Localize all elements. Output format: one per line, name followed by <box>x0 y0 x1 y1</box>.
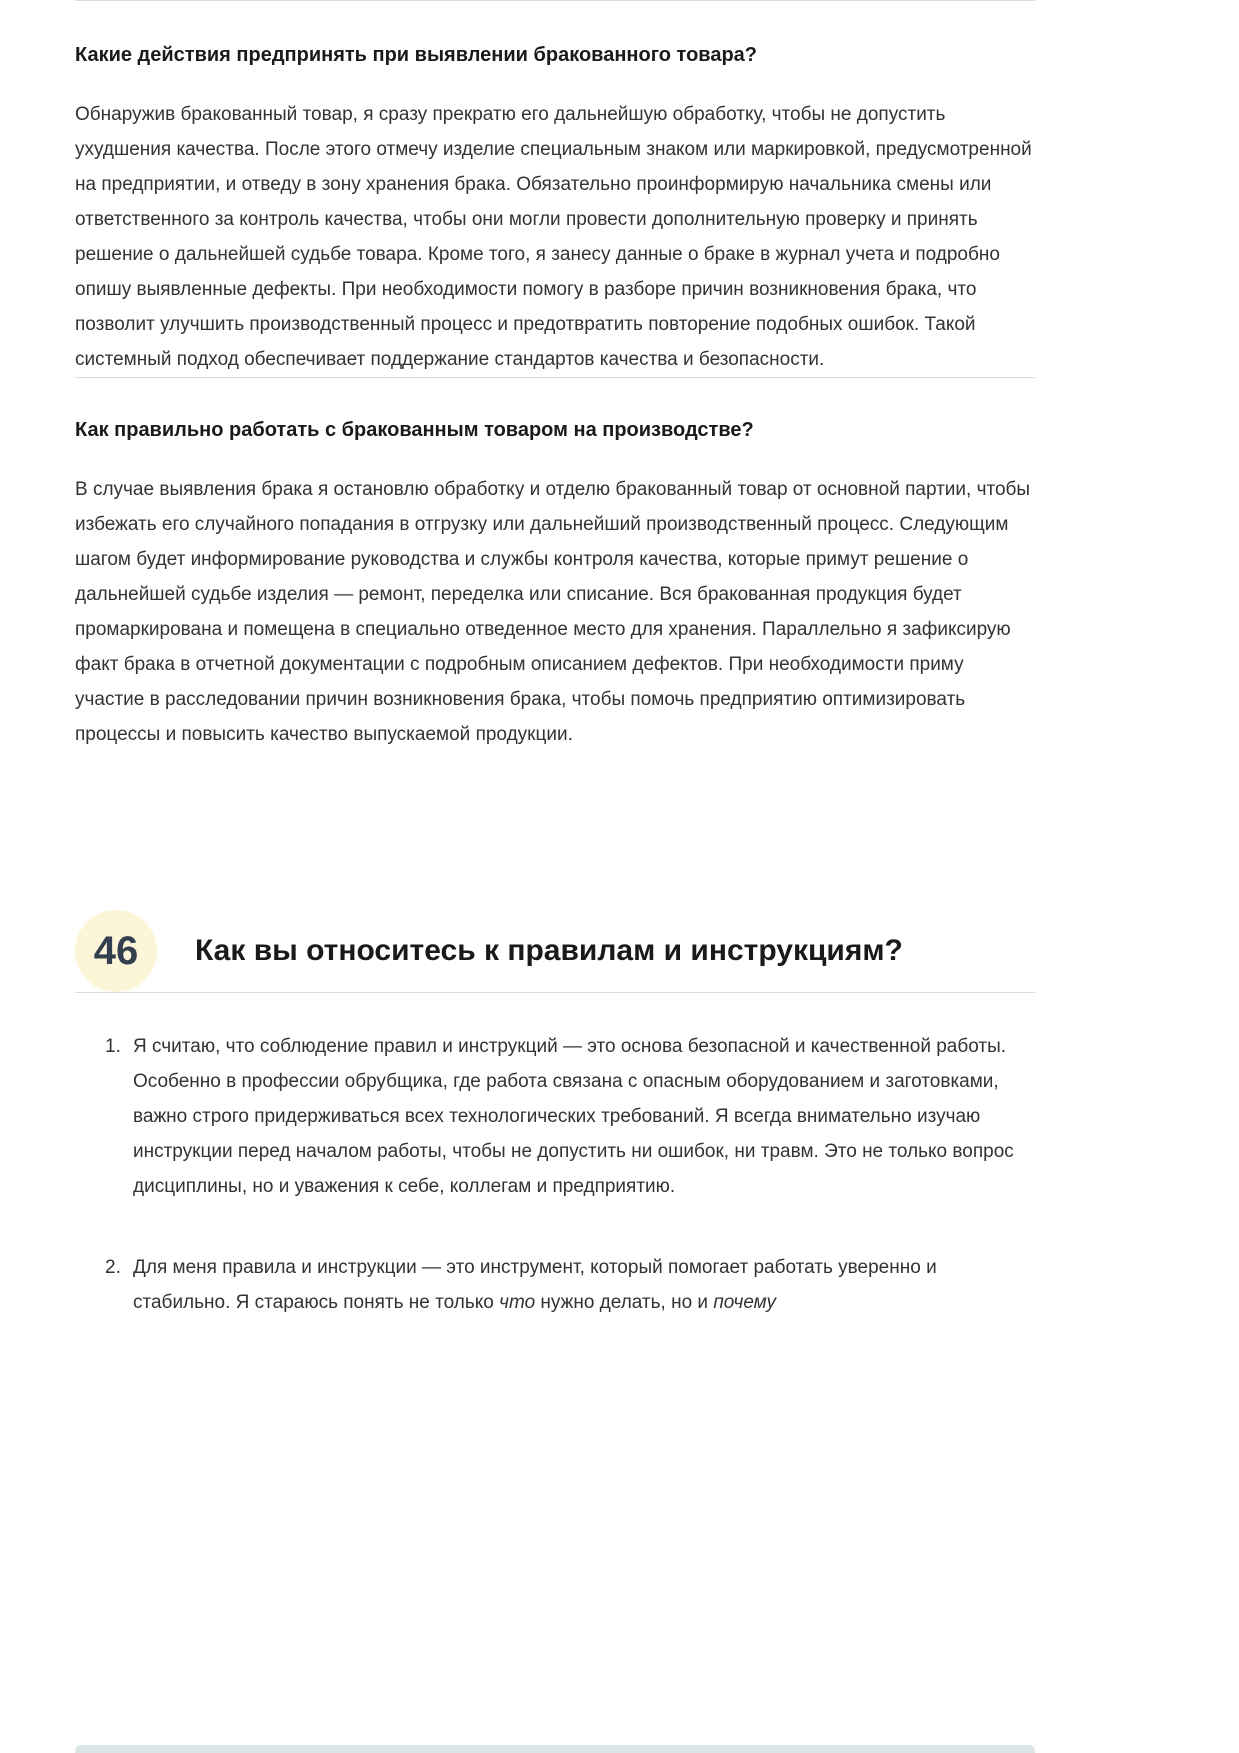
partial-callout-top <box>75 1745 1035 1753</box>
list-item-2-part2: нужно делать, но и <box>535 1292 714 1313</box>
question-heading-1: Какие действия предпринять при выявлении бракованного товара? <box>75 44 758 66</box>
question-number-badge: 46 <box>75 910 157 992</box>
question-46-title: Как вы относитесь к правилам и инструкциям? <box>195 934 903 967</box>
question-46-header <box>75 910 1035 992</box>
qa-section-2 <box>75 416 1035 752</box>
list-marker-1: 1. <box>105 1036 121 1057</box>
document-page <box>75 0 1035 1320</box>
answer-paragraph-1: Обнаружив бракованный товар, я сразу прекратю его дальнейшую обработку, чтобы не допустить ухудшения качества. После этого отмечу изделие специальным знаком или маркировкой, предусмотренной на предприятии, и отведу в зону хранения брака. Обязательно проинформирую начальника смены или ответственного за контроль качества, чтобы они могли провести дополнительную проверку и принять решение о дальнейшей судьбе товара. Кроме того, я занесу данные о браке в журнал учета и подробно опишу выявленные дефекты. При необходимости помогу в разборе причин возникновения брака, что позволит улучшить производственный процесс и предотвратить повторение подобных ошибок. Такой системный подход обеспечивает поддержание стандартов качества и безопасности. <box>75 104 1032 370</box>
answers-list <box>105 1029 1035 1320</box>
mid-divider <box>75 377 1035 378</box>
answer-paragraph-2: В случае выявления брака я остановлю обработку и отделю бракованный товар от основной партии, чтобы избежать его случайного попадания в отгрузку или дальнейший производственный процесс. Следующим шагом будет информирование руководства и службы контроля качества, которые примут решение о дальнейшей судьбе изделия — ремонт, переделка или списание. Вся бракованная продукция будет промаркирована и помещена в специально отведенное место для хранения. Параллельно я зафиксирую факт брака в отчетной документации с подробным описанием дефектов. При необходимости приму участие в расследовании причин возникновения брака, чтобы помочь предприятию оптимизировать процессы и повысить качество выпускаемой продукции. <box>75 479 1031 745</box>
top-divider <box>75 0 1035 1</box>
list-item-2-part1: Для меня правила и инструкции — это инструмент, который помогает работать уверенно и стабильно. Я стараюсь понять не только <box>133 1257 937 1313</box>
list-item-2-italic1: что <box>499 1292 536 1313</box>
list-item-2 <box>105 1250 1035 1320</box>
list-item-2-text <box>133 1250 1035 1320</box>
list-marker-2: 2. <box>105 1257 121 1278</box>
title-divider <box>75 992 1035 993</box>
list-item-2-italic2: почему <box>713 1292 776 1313</box>
list-item-1-text: Я считаю, что соблюдение правил и инструкций — это основа безопасной и качественной работы. Особенно в профессии обрубщика, где работа связана с опасным оборудованием и заготовками, важно строго придерживаться всех технологических требований. Я всегда внимательно изучаю инструкции перед началом работы, чтобы не допустить ни ошибок, ни травм. Это не только вопрос дисциплины, но и уважения к себе, коллегам и предприятию. <box>133 1036 1014 1197</box>
qa-section-1 <box>75 41 1035 377</box>
list-item-1 <box>105 1029 1035 1204</box>
question-heading-2: Как правильно работать с бракованным товаром на производстве? <box>75 419 754 441</box>
